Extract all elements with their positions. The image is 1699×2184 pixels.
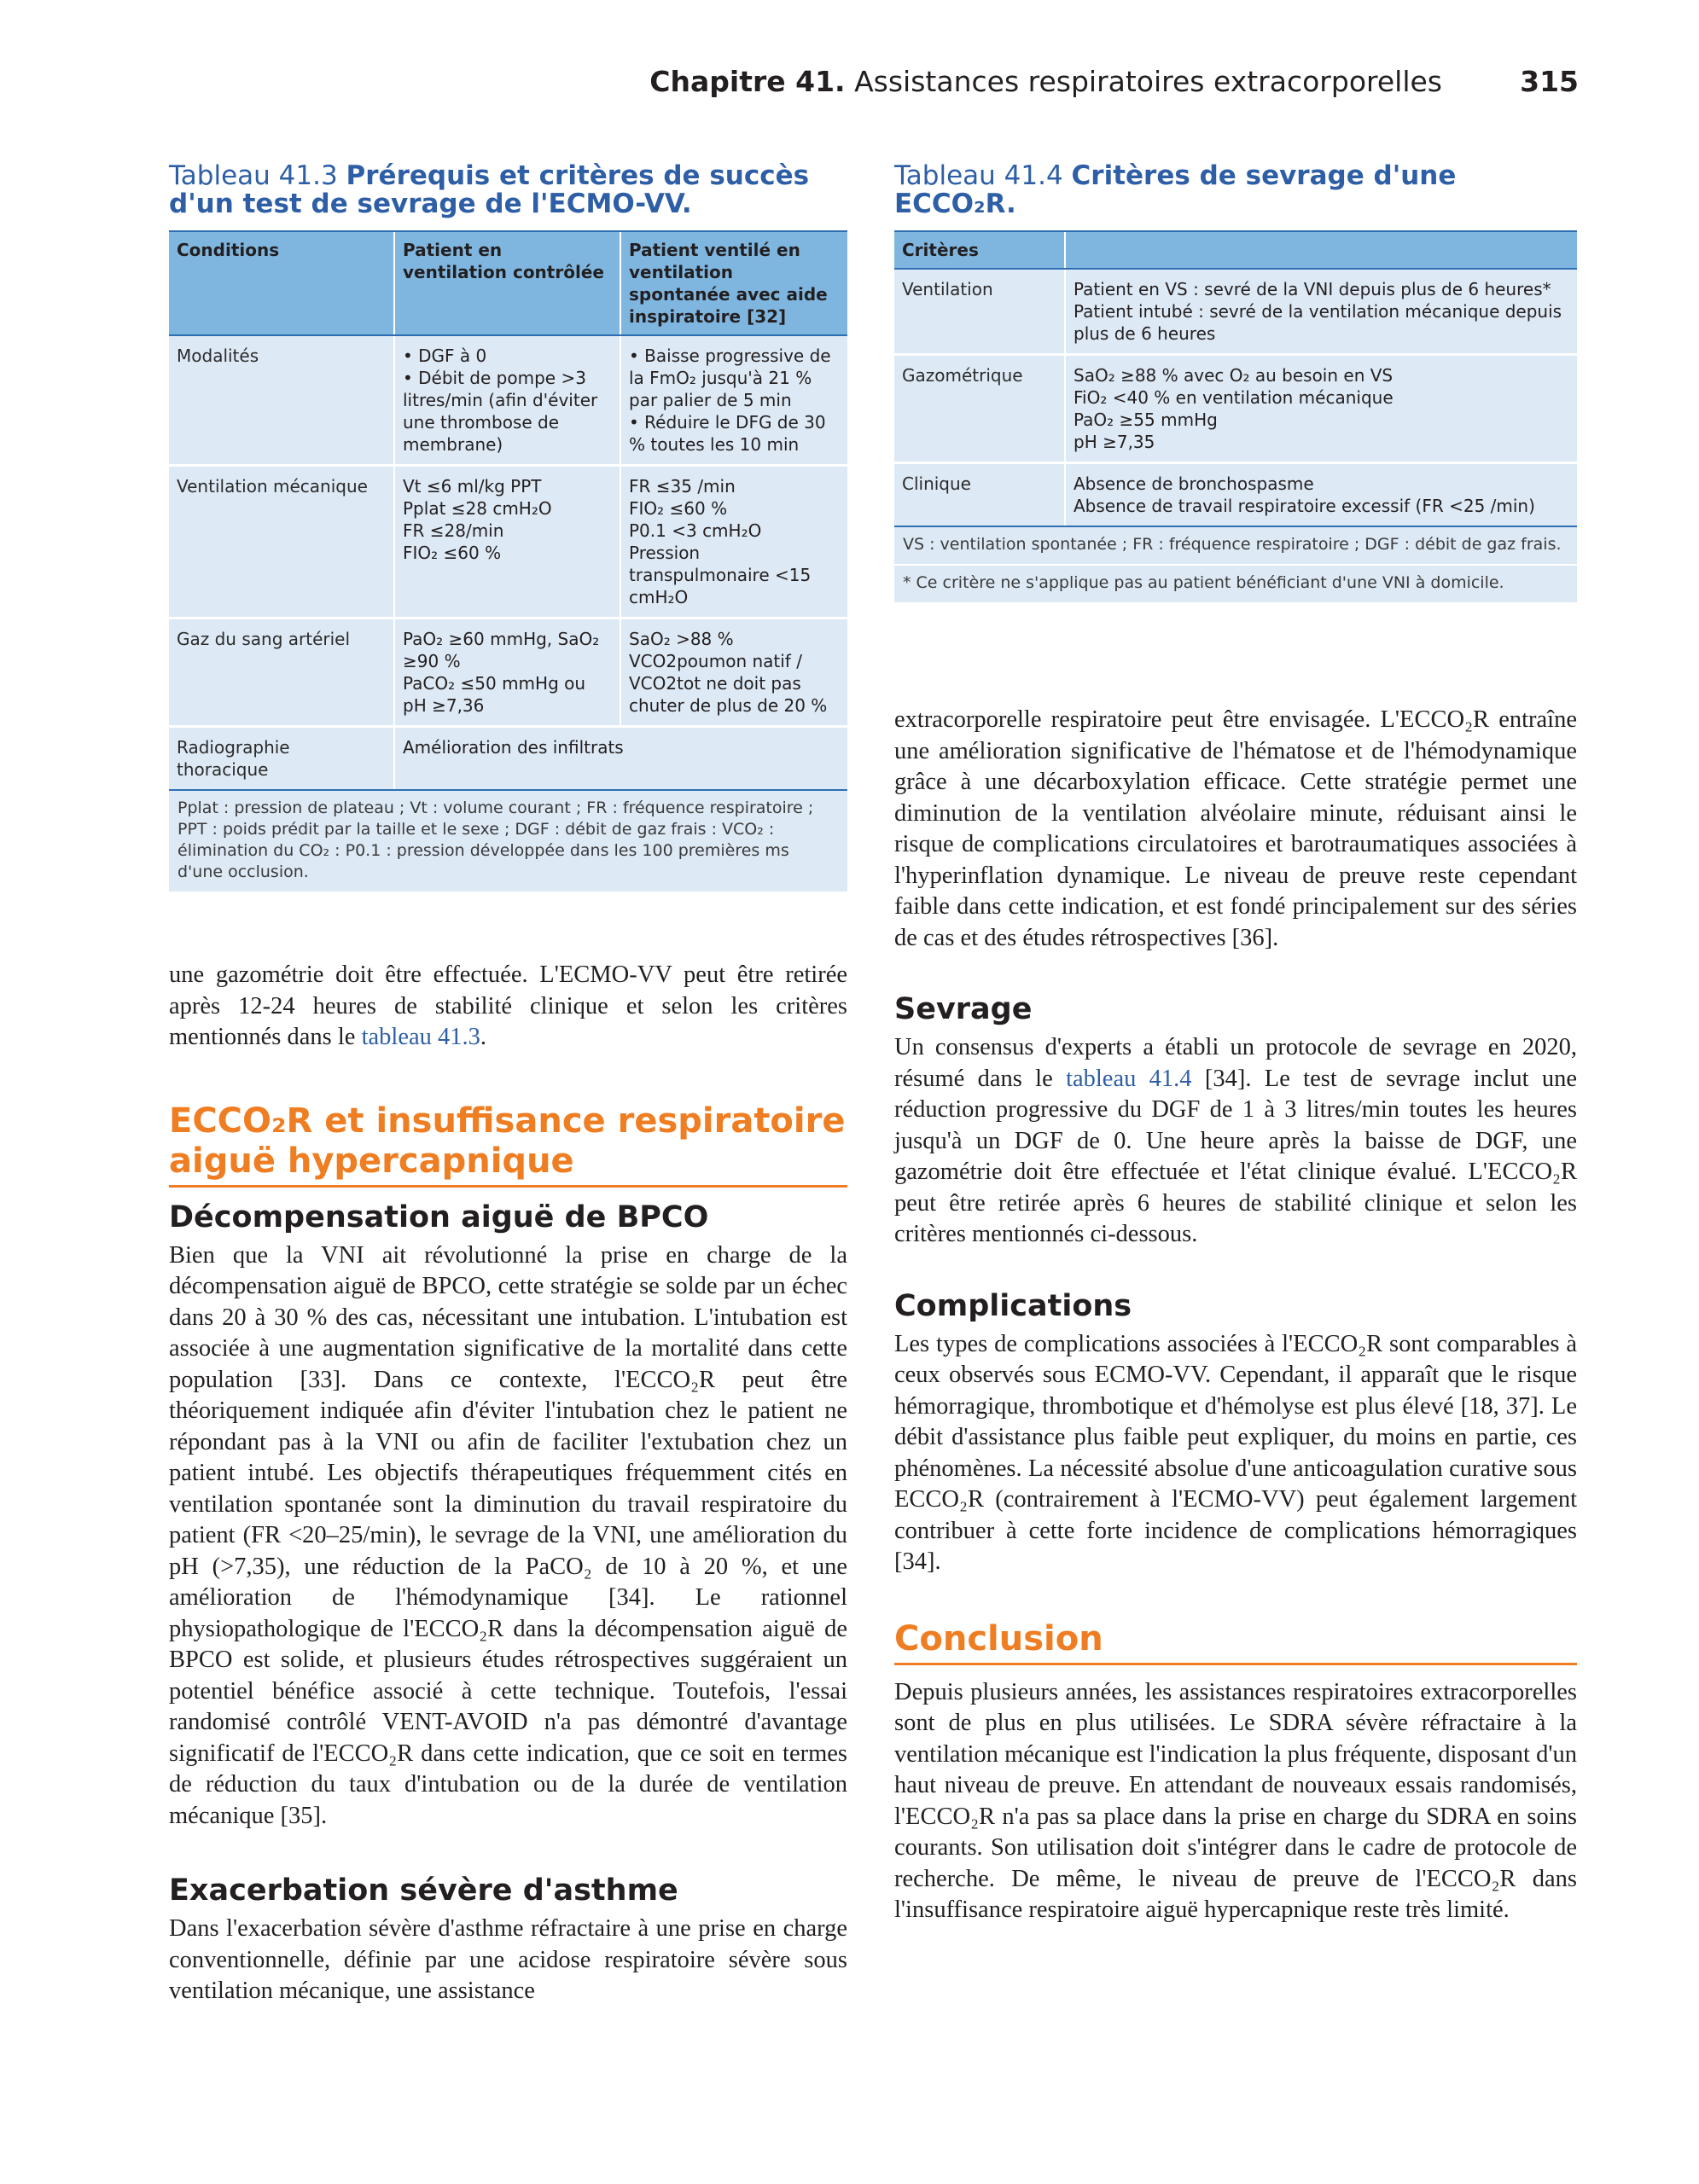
table-cell-condition: Modalités [169, 335, 394, 466]
table-cell-line: Absence de bronchospasme [1074, 473, 1314, 494]
table-link[interactable]: tableau 41.4 [1066, 1065, 1192, 1092]
table-row [169, 727, 847, 791]
table-41-3-footnote: Pplat : pression de plateau ; Vt : volume courant ; FR : fréquence respiratoire ; PPT : poids prédit par la taille et le sexe ; DGF : débit de gaz frais : VCO₂ : élimination du CO₂ : P0.1 : pression développée dans les 100 premières ms d'une occlusion. [169, 791, 847, 892]
table-cell [620, 466, 847, 619]
table-cell [620, 619, 847, 727]
table-cell-line: FiO₂ <40 % en ventilation mécanique [1074, 387, 1394, 408]
table-cell-condition: Radiographie thoracique [169, 727, 394, 791]
table-cell-line: SaO₂ >88 % [629, 629, 734, 649]
subsection-heading: Exacerbation sévère d'asthme [169, 1873, 678, 1908]
paragraph-text: Un consensus d'experts a établi un protocole de sevrage en 2020, résumé dans le [894, 1034, 1577, 1092]
table-cell-line: Patient intubé : sevré de la ventilation mécanique depuis plus de 6 heures [1074, 301, 1562, 344]
table-cell-line: PaCO₂ ≤50 mmHg ou pH ≥7,36 [403, 673, 586, 716]
table-header-cell: Patient ventilé en ventilation spontanée avec aide inspiratoire [32] [620, 231, 847, 335]
table-cell-line: PaO₂ ≥55 mmHg [1074, 410, 1218, 430]
table-cell-line: FR ≤35 /min [629, 476, 736, 497]
paragraph-text: une gazométrie doit être effectuée. L'ECMO-VV peut être retirée après 12-24 heures de stabilité clinique et selon les critères mentionnés dans le [169, 961, 847, 1050]
table-row [169, 335, 847, 466]
table-cell-criterion: Ventilation [894, 269, 1065, 355]
paragraph [894, 1032, 1577, 1251]
table-cell [1065, 355, 1577, 463]
table-cell-line: FR ≤28/min [403, 520, 504, 541]
paragraph: extracorporelle respiratoire peut être envisagée. L'ECCO₂R entraîne une amélioration significative de l'hématose et de l'hémodynamique grâce à une décarboxylation efficace. Cette stratégie permet une diminution de la ventilation alvéolaire minute, réduisant ainsi le risque de complications circulatoires et barotraumatiques associées à l'hyperinflation dynamique. Le niveau de preuve reste cependant faible dans cette indication, et est fondé principalement sur des séries de cas et des études rétrospectives [36]. [894, 706, 1577, 951]
table-cell-line: P0.1 <3 cmH₂O [629, 520, 762, 541]
table-cell [1065, 269, 1577, 355]
table-41-3-title: Prérequis et critères de succès d'un test de sevrage de l'ECMO-VV. [169, 160, 810, 219]
table-cell [620, 335, 847, 466]
chapter-title: Assistances respiratoires extracorporelles [854, 65, 1442, 98]
table-cell-line: PaO₂ ≥60 mmHg, SaO₂ ≥90 % [403, 629, 600, 671]
right-column [894, 162, 1577, 1926]
table-link[interactable]: tableau 41.3 [361, 1024, 480, 1050]
table-cell [394, 619, 620, 727]
table-cell-line: VCO2poumon natif / VCO2tot ne doit pas chuter de plus de 20 % [629, 651, 828, 716]
table-cell [394, 335, 620, 466]
paragraph: Dans l'exacerbation sévère d'asthme réfractaire à une prise en charge conventionnelle, définie par une acidose respiratoire sévère sous ventilation mécanique, une assistance [169, 1915, 847, 2004]
table-cell-criterion: Clinique [894, 463, 1065, 527]
paragraph [169, 960, 847, 1054]
table-41-3 [169, 230, 847, 791]
table-cell-line: FIO₂ ≤60 % [403, 543, 502, 563]
chapter-label: Chapitre 41. [649, 65, 846, 98]
table-cell-line: pH ≥7,35 [1074, 432, 1155, 452]
chapter-heading [649, 65, 1442, 98]
table-41-4-title: Critères de sevrage d'une ECCO₂R. [894, 160, 1457, 219]
paragraph: Depuis plusieurs années, les assistances respiratoires extracorporelles sont de plus en plus utilisées. Le SDRA sévère réfractaire à la ventilation mécanique est l'indication la plus fréquente, disposant d'un haut niveau de preuve. En attendant de nouveaux essais randomisés, l'ECCO₂R n'a pas sa place dans la prise en charge du SDRA en soins courants. Son utilisation doit s'intégrer dans le cadre de protocole de recherche. De même, le niveau de preuve de l'ECCO₂R dans l'insuffisance respiratoire aiguë hypercapnique reste très limité. [894, 1678, 1577, 1923]
running-header [597, 65, 1579, 106]
table-cell-line: Pplat ≤28 cmH₂O [403, 498, 552, 519]
table-row [894, 463, 1577, 527]
table-cell-line: Absence de travail respiratoire excessif (FR <25 /min) [1074, 496, 1535, 516]
left-column [169, 162, 847, 2007]
table-cell-criterion: Gazométrique [894, 355, 1065, 463]
paragraph: Les types de complications associées à l'ECCO₂R sont comparables à ceux observés sous ECMO-VV. Cependant, il apparaît que le risque hémorragique, thrombotique et d'hémolyse est plus élevé [18, 37]. Le débit d'assistance plus faible peut expliquer, du moins en partie, ces phénomènes. La nécessité absolue d'une anticoagulation curative sous ECCO₂R (contrairement à l'ECMO-VV) peut également largement contribuer à cette forte incidence de complications hémorragiques [34]. [894, 1330, 1577, 1575]
page-number: 315 [1520, 65, 1579, 98]
table-41-3-caption [169, 162, 847, 218]
table-header-cell: Critères [894, 231, 1065, 269]
subsection-heading: Complications [894, 1288, 1132, 1323]
table-41-4-caption [894, 162, 1577, 218]
paragraph: Bien que la VNI ait révolutionné la prise en charge de la décompensation aiguë de BPCO, cette stratégie se solde par un échec dans 20 à 30 % des cas, nécessitant une intubation. L'intubation est associée à une augmentation significative de la mortalité dans cette population [33]. Dans ce contexte, l'ECCO₂R peut être théoriquement indiquée afin d'éviter l'intubation chez le patient ne répondant pas à la VNI ou afin de faciliter l'extubation chez un patient intubé. Les objectifs thérapeutiques fréquemment cités en ventilation spontanée sont la diminution du travail respiratoire du patient (FR <20–25/min), le sevrage de la VNI, une amélioration du pH (>7,35), une réduction de la PaCO₂ de 10 à 20 %, et une amélioration de l'hémodynamique [34]. Le rationnel physiopathologique de l'ECCO₂R dans la décompensation aiguë de BPCO est solide, et plusieurs études rétrospectives suggéraient un potentiel bénéfice associé à cette technique. Toutefois, l'essai randomisé contrôlé VENT-AVOID n'a pas démontré d'avantage significatif de l'ECCO₂R dans cette indication, que ce soit en termes de réduction du taux d'intubation ou de la durée de ventilation mécanique [35]. [169, 1241, 847, 1829]
table-41-4-footnote: * Ce critère ne s'applique pas au patient bénéficiant d'une VNI à domicile. [894, 564, 1577, 602]
table-cell-condition: Gaz du sang artériel [169, 619, 394, 727]
table-cell-line: • Débit de pompe >3 litres/min (afin d'éviter une thrombose de membrane) [403, 368, 598, 455]
table-cell-line: Pression transpulmonaire <15 cmH₂O [629, 543, 812, 607]
table-41-3-label: Tableau 41.3 [169, 160, 338, 191]
table-41-4-label: Tableau 41.4 [894, 160, 1063, 191]
table-cell [394, 466, 620, 619]
table-cell-line: • Réduire le DFG de 30 % toutes les 10 min [629, 412, 826, 455]
table-header-cell: Conditions [169, 231, 394, 335]
table-cell: Amélioration des infiltrats [394, 727, 847, 791]
paragraph-text: . [480, 1024, 487, 1050]
paragraph-text: [34]. Le test de sevrage inclut une réduction progressive du DGF de 1 à 3 litres/min toutes les heures jusqu'à un DGF de 0. Une heure après la baisse de DGF, une gazométrie doit être effectuée et l'état clinique évalué. L'ECCO₂R peut être retirée après 6 heures de stabilité clinique et selon les critères mentionnés ci-dessous. [894, 1065, 1577, 1247]
table-cell-condition: Ventilation mécanique [169, 466, 394, 619]
section-heading: Conclusion [894, 1619, 1577, 1665]
table-header-cell: Patient en ventilation contrôlée [394, 231, 620, 335]
table-cell-line: SaO₂ ≥88 % avec O₂ au besoin en VS [1074, 365, 1394, 386]
table-row [169, 619, 847, 727]
table-row [169, 466, 847, 619]
section-heading: ECCO₂R et insuffisance respiratoire aiguë hypercapnique [169, 1101, 847, 1188]
table-41-4 [894, 230, 1577, 527]
subsection-heading: Sevrage [894, 992, 1033, 1026]
table-cell-line: Patient en VS : sevré de la VNI depuis plus de 6 heures* [1074, 279, 1551, 299]
table-cell-line: Vt ≤6 ml/kg PPT [403, 476, 542, 497]
table-header-cell [1065, 231, 1577, 269]
table-row [894, 355, 1577, 463]
table-cell-line: FIO₂ ≤60 % [629, 498, 728, 519]
table-cell-line: • DGF à 0 [403, 346, 487, 366]
table-cell-line: • Baisse progressive de la FmO₂ jusqu'à 21 % par palier de 5 min [629, 346, 831, 410]
table-cell [1065, 463, 1577, 527]
table-41-4-footnote: VS : ventilation spontanée ; FR : fréquence respiratoire ; DGF : débit de gaz frais. [894, 527, 1577, 564]
table-row [894, 269, 1577, 355]
subsection-heading: Décompensation aiguë de BPCO [169, 1199, 709, 1234]
